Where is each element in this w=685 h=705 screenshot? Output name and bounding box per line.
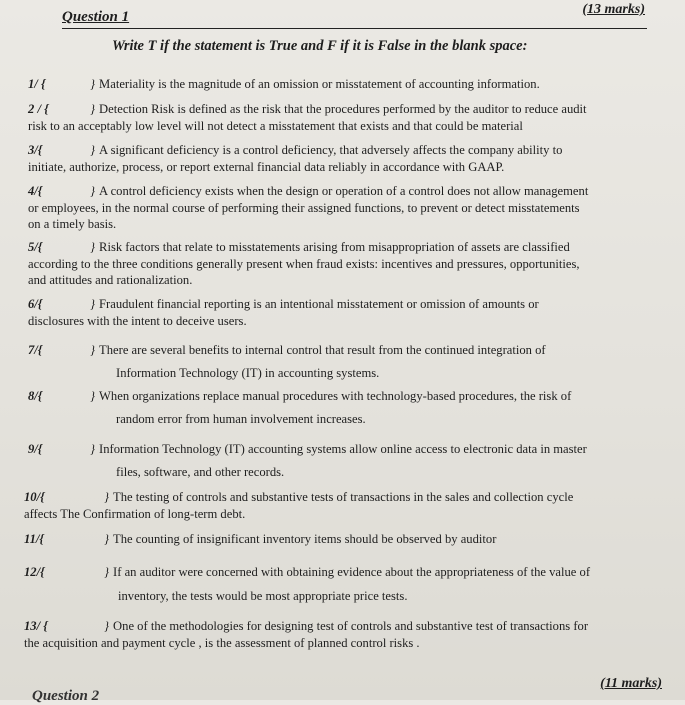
question-text: If an auditor were concerned with obtaining evidence about the appropriateness of the value of — [113, 565, 591, 579]
question-text-cont: the acquisition and payment cycle , is the assessment of planned control risks . — [24, 635, 420, 650]
question-text: Fraudulent financial reporting is an intentional misstatement or omission of amounts or — [99, 297, 539, 311]
question-text-cont: on a timely basis. — [28, 217, 117, 231]
question-title: Question 1 — [62, 9, 130, 25]
question-item-8: 8/{ } When organizations replace manual procedures with technology-based procedures, the risk of random error from human involvement increases. — [28, 385, 658, 431]
question-item-11: 11/{ } The counting of insignificant inventory items should be observed by auditor — [24, 532, 497, 546]
question-header — [62, 2, 647, 29]
question-item-9: 9/{ } Information Technology (IT) accounting systems allow online access to electronic data in master files, software, and other records. — [28, 438, 685, 484]
question-item-13: 13/ { } One of the methodologies for designing test of controls and substantive test of transactions for the acquisition and payment cycle , is the assessment of planned control risks . — [24, 618, 685, 651]
question-text: A control deficiency exists when the design or operation of a control does not allow management — [99, 184, 589, 198]
question-item-4: 4/{ } A control deficiency exists when the design or operation of a control does not allow management or employees, in the normal course of performing their assigned functions, to prevent or detect misstatements on a timely basis. — [28, 183, 658, 233]
question-text-cont: disclosures with the intent to deceive users. — [28, 313, 247, 328]
next-question-title: Question 2 — [32, 688, 100, 704]
question-item-12: 12/{ } If an auditor were concerned with obtaining evidence about the appropriateness of the value of inventory, the tests would be most appropriate price tests. — [24, 560, 685, 608]
instruction-text: Write T if the statement is True and F if it is False in the blank space: — [112, 38, 528, 54]
marks-label: (13 marks) — [582, 2, 645, 17]
question-item-6: 6/{ } Fraudulent financial reporting is an intentional misstatement or omission of amounts or disclosures with the intent to deceive users. — [28, 296, 658, 329]
question-text: A significant deficiency is a control deficiency, that adversely affects the company ability to — [99, 143, 563, 157]
question-text-cont: or employees, in the normal course of performing their assigned functions, to prevent or detect misstatements — [28, 200, 580, 215]
question-text: There are several benefits to internal control that result from the continued integration of — [99, 343, 546, 357]
next-marks-label: (11 marks) — [600, 676, 662, 691]
question-item-1: 1/ { } Materiality is the magnitude of an omission or misstatement of accounting information. — [28, 77, 540, 91]
question-text: One of the methodologies for designing test of controls and substantive test of transactions for — [113, 619, 589, 633]
question-text: Risk factors that relate to misstatements arising from misappropriation of assets are classified — [99, 240, 570, 254]
question-text-cont: risk to an acceptably low level will not detect a misstatement that exists and that could be material — [28, 118, 523, 133]
question-text-cont: initiate, authorize, process, or report external financial data reliably in accordance with GAAP. — [28, 159, 505, 174]
question-text-cont: random error from human involvement increases. — [116, 412, 366, 426]
question-text: The testing of controls and substantive tests of transactions in the sales and collection cycle — [113, 490, 574, 504]
question-text: The counting of insignificant inventory items should be observed by auditor — [113, 532, 497, 546]
question-item-2: 2 / { } Detection Risk is defined as the risk that the procedures performed by the auditor to reduce audit risk to an acceptably low level will not detect a misstatement that exists and that could be material — [28, 101, 658, 134]
question-text-cont: affects The Confirmation of long-term debt. — [24, 506, 246, 521]
question-text-cont: Information Technology (IT) in accounting systems. — [116, 366, 380, 380]
next-question-header — [20, 676, 662, 704]
question-item-10: 10/{ } The testing of controls and substantive tests of transactions in the sales and collection cycle affects The Confirmation of long-term debt. — [24, 489, 654, 522]
question-item-3: 3/{ } A significant deficiency is a control deficiency, that adversely affects the company ability to initiate, authorize, process, or report external financial data reliably in accordance with GAAP. — [28, 142, 658, 175]
question-text: When organizations replace manual procedures with technology-based procedures, the risk of — [99, 389, 572, 403]
question-item-7: 7/{ } There are several benefits to internal control that result from the continued integration of Information Technology (IT) in accounting systems. — [28, 339, 658, 385]
question-text-cont: according to the three conditions generally present when fraud exists: incentives and pressures, opportunities, — [28, 256, 580, 271]
question-text: Materiality is the magnitude of an omission or misstatement of accounting information. — [99, 77, 540, 91]
question-item-5: 5/{ } Risk factors that relate to misstatements arising from misappropriation of assets are classified according to the three conditions generally present when fraud exists: incentives and pressures, opportunities, and attitudes and rationalization. — [28, 239, 658, 289]
question-text: Information Technology (IT) accounting systems allow online access to electronic data in master — [99, 442, 587, 456]
question-text: Detection Risk is defined as the risk that the procedures performed by the auditor to reduce audit — [99, 102, 587, 116]
question-text-cont: inventory, the tests would be most appropriate price tests. — [118, 589, 408, 603]
question-text-cont: and attitudes and rationalization. — [28, 273, 193, 287]
question-text-cont: files, software, and other records. — [116, 465, 285, 479]
